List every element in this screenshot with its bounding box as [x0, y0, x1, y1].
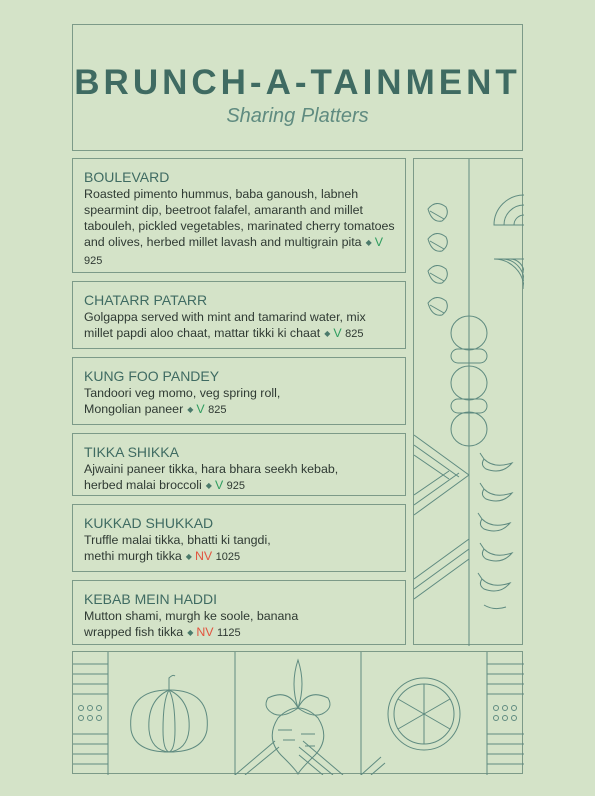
- stripe-pattern: [73, 664, 524, 764]
- menu-item-tikka-shikka: [72, 433, 406, 496]
- menu-item-kung-foo-pandey: [72, 357, 406, 425]
- item-price: 925: [84, 255, 103, 267]
- menu-title: BRUNCH-A-TAINMENT: [74, 63, 521, 102]
- menu-item-kebab-mein-haddi: [72, 580, 406, 645]
- pumpkin-icon: [131, 675, 208, 752]
- menu-item-boulevard: [72, 158, 406, 273]
- diamond-icon: ◆: [365, 238, 372, 247]
- item-price: 1025: [215, 551, 241, 563]
- diamond-icon: ◆: [185, 552, 192, 561]
- item-name: KEBAB MEIN HADDI: [84, 591, 218, 607]
- diet-marker: V: [214, 478, 224, 492]
- item-description: Tandoori veg momo, veg spring roll, Mongolian paneer ◆ V 825: [84, 386, 281, 416]
- item-price: 1125: [217, 627, 241, 639]
- diet-marker: NV: [196, 625, 214, 639]
- item-description: Golgappa served with mint and tamarind water, mix millet papdi aloo chaat, mattar tikki ki chaat ◆ V 825: [84, 310, 366, 340]
- menu-subtitle: Sharing Platters: [226, 105, 369, 127]
- diet-marker: V: [196, 402, 205, 416]
- diamond-icon: ◆: [205, 481, 212, 490]
- item-name: CHATARR PATARR: [84, 292, 208, 308]
- item-price: 925: [226, 480, 246, 492]
- diet-marker: NV: [194, 549, 213, 563]
- spinach-leaf-icon: [428, 203, 447, 315]
- chili-pepper-icon: [478, 453, 512, 609]
- item-name: KUKKAD SHUKKAD: [84, 515, 214, 531]
- diamond-icon: ◆: [324, 329, 331, 338]
- diet-marker: V: [374, 235, 383, 249]
- item-description: Mutton shami, murgh ke soole, banana wrapped fish tikka ◆ NV 1125: [84, 609, 299, 639]
- menu-item-chatarr-patarr: [72, 281, 406, 349]
- item-name: BOULEVARD: [84, 169, 170, 185]
- item-name: TIKKA SHIKKA: [84, 444, 179, 460]
- beetroot-icon: [266, 660, 330, 774]
- menu-item-kukkad-shukkad: [72, 504, 406, 572]
- diet-marker: V: [333, 326, 342, 340]
- footer-illustration-panel: [72, 651, 523, 774]
- item-price: 825: [208, 404, 227, 416]
- citrus-slice-icon: [388, 678, 460, 750]
- diamond-icon: ◆: [187, 405, 194, 414]
- diamond-icon: ◆: [187, 628, 194, 637]
- item-description: Ajwaini paneer tikka, hara bhara seekh kebab, herbed malai broccoli ◆ V 925: [84, 462, 339, 492]
- item-description: Roasted pimento hummus, baba ganoush, labneh spearmint dip, beetroot falafel, amaranth and millet tabouleh, pickled vegetables, marinated cherry tomatoes and olives, herbed millet lavash and multigrain pita ◆ V 925: [84, 187, 395, 267]
- side-illustration-panel: [413, 158, 523, 645]
- menu-header: [72, 24, 523, 151]
- item-price: 825: [345, 328, 364, 340]
- zigzag-pattern: [414, 435, 469, 599]
- item-name: KUNG FOO PANDEY: [84, 368, 220, 384]
- item-description: Truffle malai tikka, bhatti ki tangdi, methi murgh tikka ◆ NV 1025: [84, 533, 271, 563]
- concentric-arcs-icon: [494, 195, 524, 289]
